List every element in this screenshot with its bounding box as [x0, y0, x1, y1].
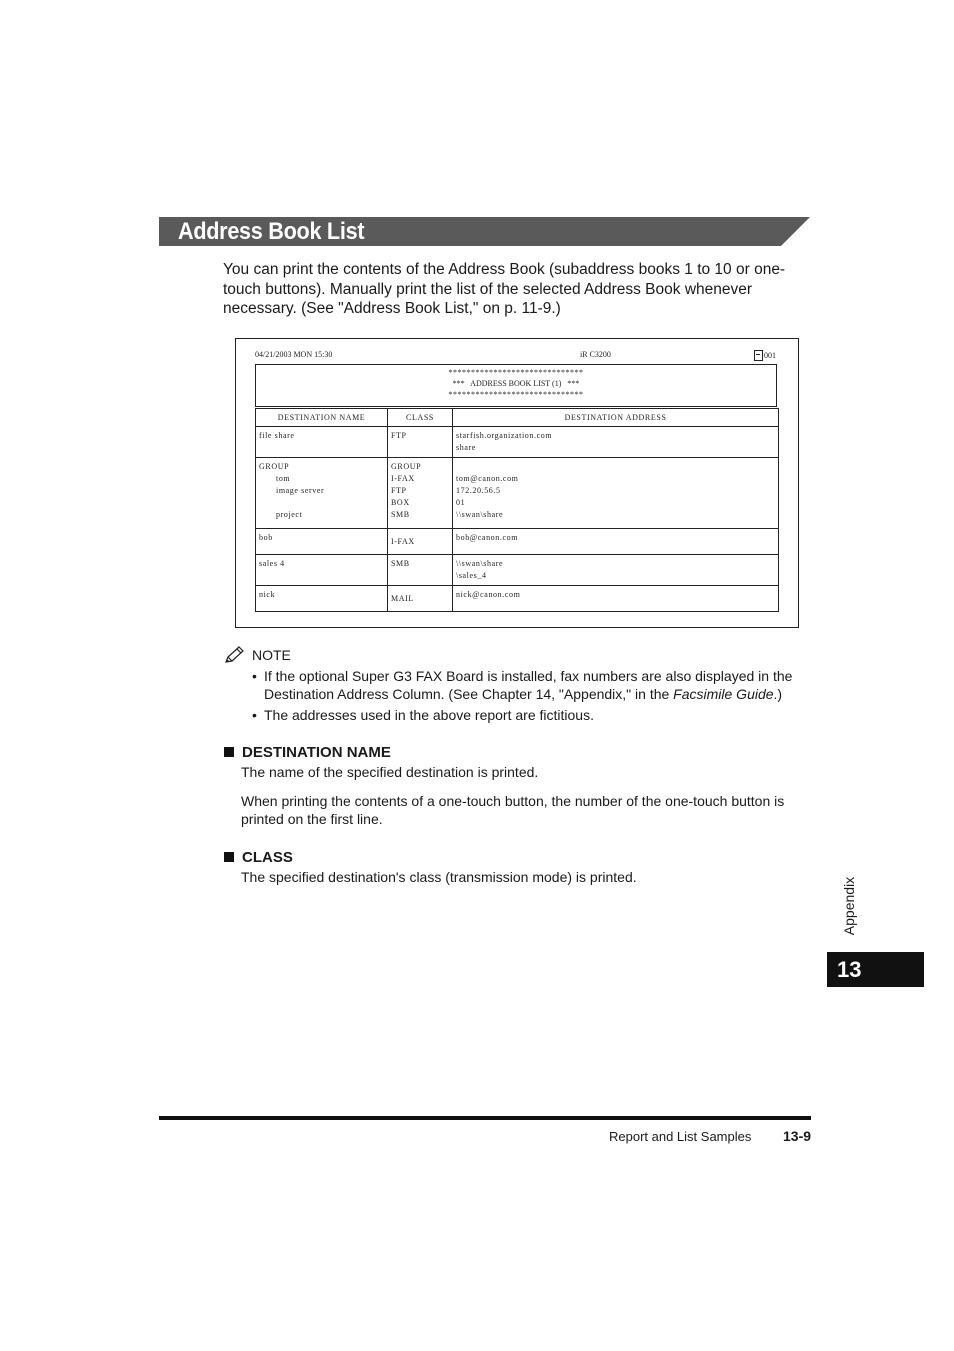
destination-name-heading: DESTINATION NAME: [224, 743, 814, 761]
cell-address: tom@canon.com 172.20.56.5 01 \\swan\share: [453, 458, 779, 529]
cell-address: bob@canon.com: [453, 529, 779, 555]
note-block: [224, 645, 814, 724]
cell-class: GROUP I-FAX FTP BOX SMB: [388, 458, 453, 529]
table-row: [256, 427, 779, 458]
footer-rule: [159, 1116, 811, 1120]
note-label: NOTE: [252, 647, 291, 663]
note-list: [224, 667, 814, 724]
facsimile-guide-ref: Facsimile Guide: [673, 686, 774, 702]
report-page-value: 001: [764, 351, 776, 360]
table-row: [256, 586, 779, 612]
col-destination-address: DESTINATION ADDRESS: [453, 409, 779, 427]
report-stars-top: ******************************: [448, 368, 584, 377]
class-heading: CLASS: [224, 848, 814, 866]
intro-paragraph: You can print the contents of the Address Book (subaddress books 1 to 10 or one-touch buttons). Manually print the list of the selected Address Book whenever necessary. (See "Address Book List," on p. 11-9.): [223, 261, 786, 317]
class-text: The specified destination's class (transmission mode) is printed.: [241, 869, 637, 885]
square-bullet-icon: [224, 747, 234, 757]
report-header-box: [255, 364, 777, 407]
col-destination-name: DESTINATION NAME: [256, 409, 388, 427]
table-row: [256, 555, 779, 586]
report-model: iR C3200: [580, 350, 611, 359]
report-stars-bottom: ******************************: [448, 390, 584, 399]
footer-section-label: Report and List Samples: [609, 1129, 752, 1144]
report-page-number: [754, 350, 776, 361]
report-table-header-row: [256, 409, 779, 427]
note-heading: [224, 645, 814, 665]
cell-address: \\swan\share \sales_4: [453, 555, 779, 586]
square-bullet-icon: [224, 852, 234, 862]
chapter-number-tab: 13: [827, 952, 924, 987]
section-destination-name: [224, 743, 814, 828]
cell-name: nick: [256, 586, 388, 612]
table-row: [256, 458, 779, 529]
cell-name: bob: [256, 529, 388, 555]
report-date: 04/21/2003 MON 15:30: [255, 350, 333, 359]
destination-name-text-2: When printing the contents of a one-touch button, the number of the one-touch button is printed on the first line.: [241, 793, 785, 827]
side-chapter-label: Appendix: [841, 876, 857, 936]
cell-class: I-FAX: [388, 529, 453, 555]
col-class: CLASS: [388, 409, 453, 427]
cell-name: file share: [256, 427, 388, 458]
footer-page-number: 13-9: [783, 1128, 812, 1144]
cell-name: sales 4: [256, 555, 388, 586]
note-item-fictitious: • The addresses used in the above report are fictitious.: [224, 706, 814, 724]
address-book-report-sample: [235, 338, 799, 628]
note-item-fax-board: • If the optional Super G3 FAX Board is installed, fax numbers are also displayed in the Destination Address Column. (See Chapter 14, "Appendix," in the Facsimile Guide.): [224, 667, 814, 703]
report-table: [255, 408, 779, 612]
cell-class: SMB: [388, 555, 453, 586]
cell-address: starfish.organization.com share: [453, 427, 779, 458]
cell-class: MAIL: [388, 586, 453, 612]
cell-address: nick@canon.com: [453, 586, 779, 612]
pencil-note-icon: [224, 645, 246, 665]
destination-name-text-1: The name of the specified destination is printed.: [241, 764, 539, 780]
cell-class: FTP: [388, 427, 453, 458]
section-class: [224, 848, 814, 886]
table-row: [256, 529, 779, 555]
page-icon: [754, 350, 763, 361]
page-title: Address Book List: [178, 218, 365, 245]
section-title-bar: [159, 217, 810, 246]
report-heading: *** ADDRESS BOOK LIST (1) ***: [452, 379, 580, 388]
cell-name: GROUP tom image server project: [256, 458, 388, 529]
